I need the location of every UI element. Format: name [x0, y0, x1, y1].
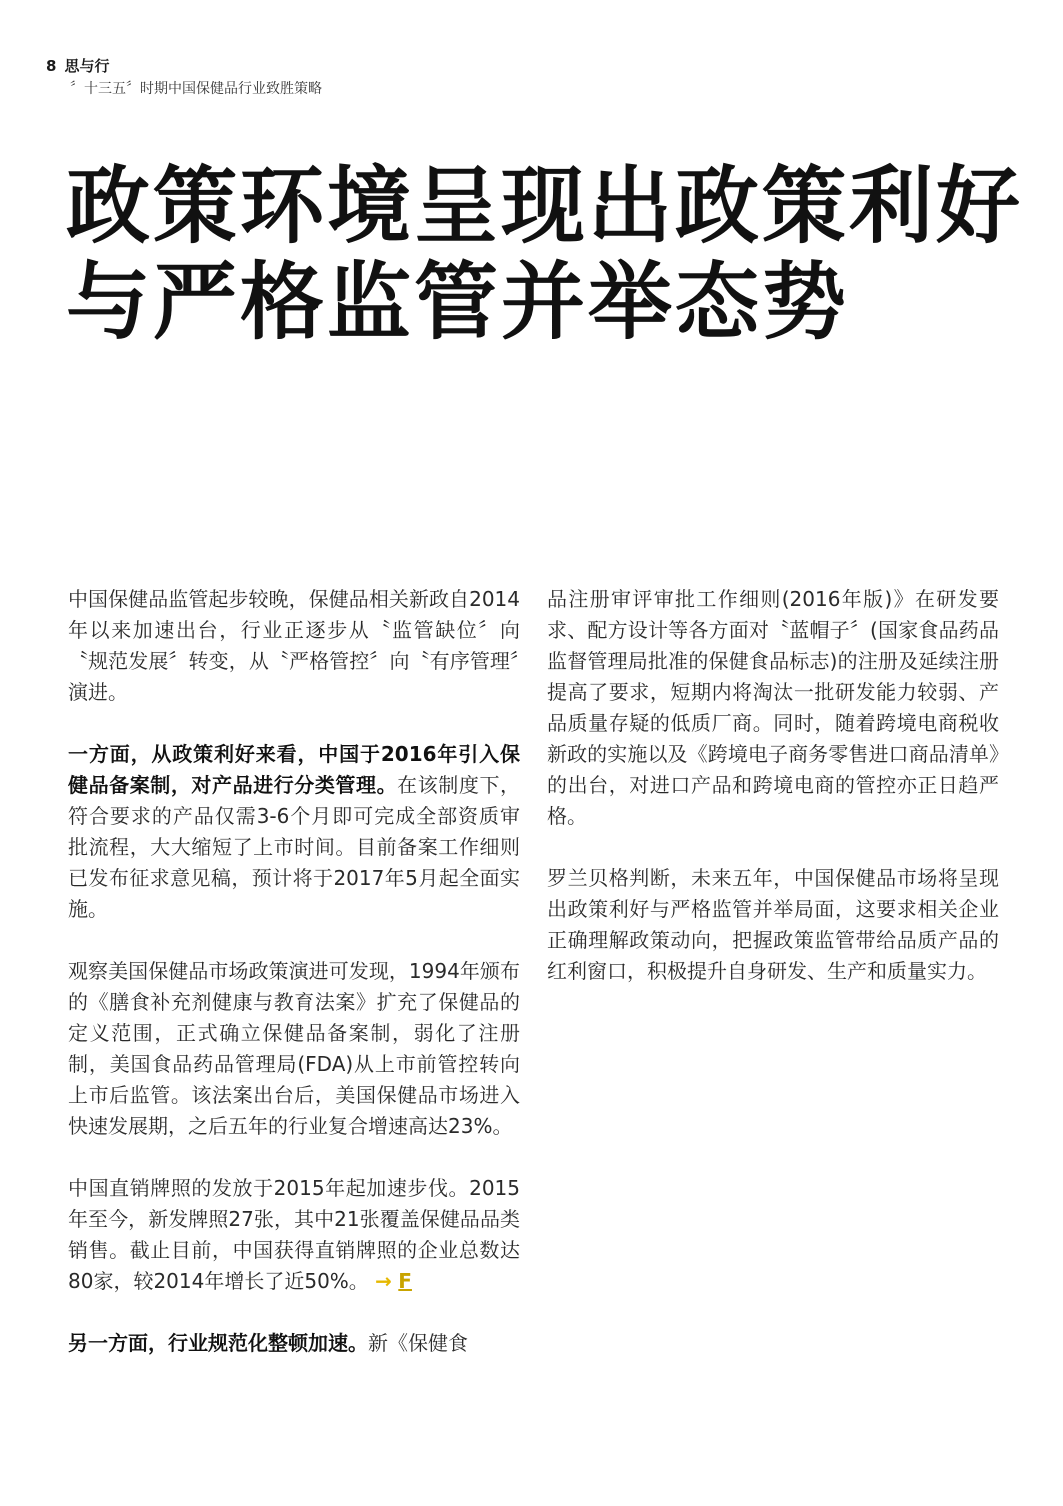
paragraph-body: 新《保健食: [368, 1331, 468, 1355]
paragraph: 品注册审评审批工作细则(2016年版)》在研发要求、配方设计等各方面对〝蓝帽子〞(国家食品药品监督管理局批准的保健食品标志)的注册及延续注册提高了要求，短期内将淘汰一批研发能力较弱、产品质量存疑的低质厂商。同时，随着跨境电商税收新政的实施以及《跨境电子商务零售进口商品清单》的出台，对进口产品和跨境电商的管控亦正日趋严格。: [547, 587, 999, 828]
header-row: [46, 56, 322, 76]
page-header: [46, 56, 322, 99]
arrow-right-icon: →: [375, 1269, 392, 1293]
report-subtitle: 〞十三五〞时期中国保健品行业致胜策略: [70, 81, 322, 97]
paragraph-body: 在该制度下，符合要求的产品仅需3-6个月即可完成全部资质审批流程，大大缩短了上市时间。目前备案工作细则已发布征求意见稿，预计将于2017年5月起全面实施。: [68, 773, 521, 921]
right-column: [547, 584, 999, 1018]
title-line-2: 与严格监管并举态势: [66, 253, 850, 351]
paragraph-lead: 另一方面，行业规范化整顿加速。: [68, 1331, 368, 1355]
title-line-1: 政策环境呈现出政策利好: [66, 157, 1024, 255]
paragraph: [68, 739, 520, 925]
paragraph: 中国保健品监管起步较晚，保健品相关新政自2014年以来加速出台，行业正逐步从〝监管缺位〞向〝规范发展〞转变，从〝严格管控〞向〝有序管理〞演进。: [68, 587, 520, 704]
page-title: [66, 158, 1026, 350]
left-column: [68, 584, 520, 1390]
paragraph-lead: 一方面，从政策利好来看，中国于2016年引入保健品备案制，对产品进行分类管理。: [68, 742, 520, 797]
paragraph: [68, 1173, 520, 1297]
paragraph-body: 中国直销牌照的发放于2015年起加速步伐。2015年至今，新发牌照27张，其中21张覆盖保健品品类销售。截止目前，中国获得直销牌照的企业总数达80家，较2014年增长了近50%。: [68, 1176, 520, 1293]
page-number: 8: [46, 57, 57, 75]
publication-name: 思与行: [64, 57, 110, 75]
figure-reference-link[interactable]: F: [398, 1269, 412, 1293]
paragraph: [68, 1328, 520, 1359]
paragraph: 罗兰贝格判断，未来五年，中国保健品市场将呈现出政策利好与严格监管并举局面，这要求相关企业正确理解政策动向，把握政策监管带给品质产品的红利窗口，积极提升自身研发、生产和质量实力。: [547, 866, 999, 983]
paragraph: 观察美国保健品市场政策演进可发现，1994年颁布的《膳食补充剂健康与教育法案》扩充了保健品的定义范围，正式确立保健品备案制，弱化了注册制，美国食品药品管理局(FDA)从上市前管控转向上市后监管。该法案出台后，美国保健品市场进入快速发展期，之后五年的行业复合增速高达23%。: [68, 959, 520, 1138]
